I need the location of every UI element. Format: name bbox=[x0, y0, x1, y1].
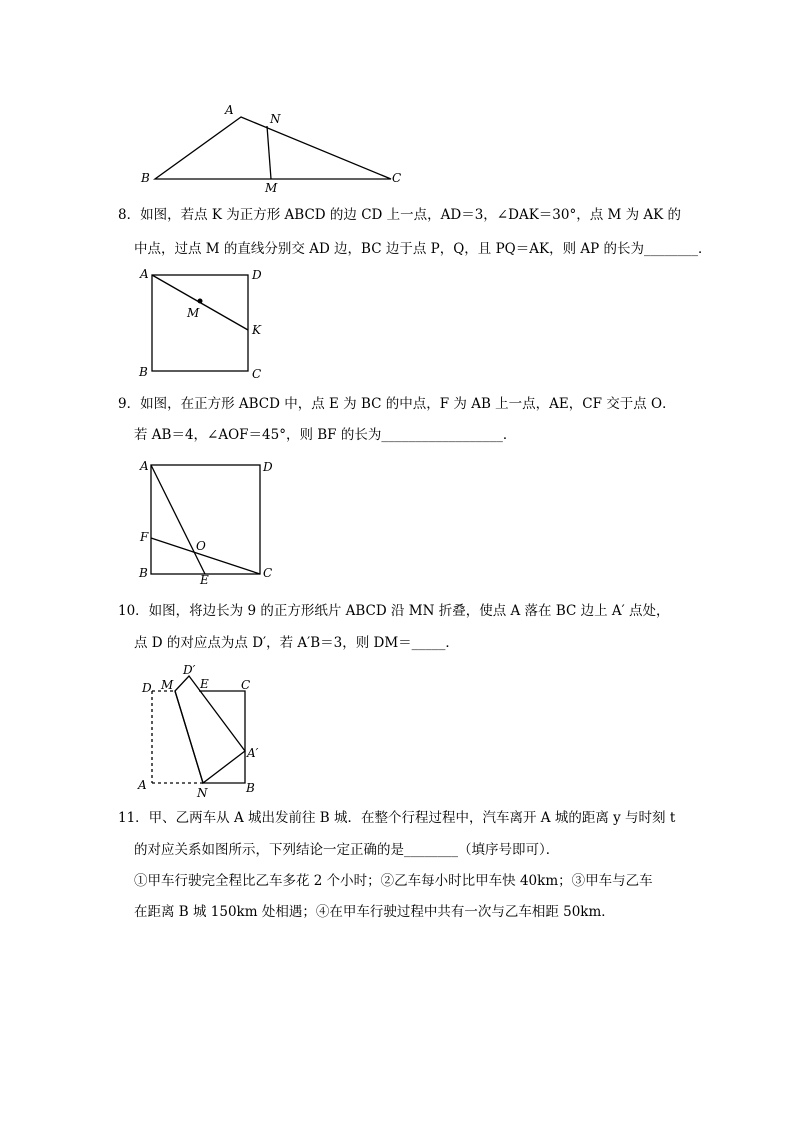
label-f: F bbox=[140, 530, 149, 544]
label-c: C bbox=[392, 171, 402, 185]
q11-text-line3: ①甲车行驶完全程比乙车多花 2 个小时；②乙车每小时比甲车快 40km；③甲车与乙车 bbox=[134, 873, 653, 889]
label-e: E bbox=[200, 677, 209, 691]
q8-text-line1: 8．如图，若点 K 为正方形 ABCD 的边 CD 上一点，AD＝3，∠DAK＝30°，点 M 为 AK 的 bbox=[118, 207, 682, 223]
figure-q10-fold bbox=[135, 660, 285, 800]
label-c: C bbox=[241, 678, 251, 692]
label-a: A bbox=[140, 267, 149, 281]
segment-ae bbox=[151, 465, 205, 574]
folded-flap bbox=[175, 676, 245, 783]
label-d: D bbox=[252, 268, 262, 282]
label-b: B bbox=[246, 781, 255, 795]
q11-text-line4: 在距离 B 城 150km 处相遇；④在甲车行驶过程中共有一次与乙车相距 50km． bbox=[134, 904, 615, 920]
square-abcd bbox=[151, 465, 260, 574]
q8-text-line2: 中点，过点 M 的直线分别交 AD 边，BC 边于点 P，Q，且 PQ＝AK，则 AP 的长为________． bbox=[134, 241, 712, 257]
label-m: M bbox=[161, 678, 174, 692]
label-d: D bbox=[142, 681, 152, 695]
label-a: A bbox=[138, 778, 147, 792]
label-n: N bbox=[270, 112, 281, 126]
label-o: O bbox=[196, 539, 206, 553]
label-a: A bbox=[225, 103, 234, 117]
crease-mn bbox=[175, 691, 203, 783]
segment-mn bbox=[267, 126, 271, 179]
figure-q8-square bbox=[135, 265, 275, 385]
triangle-abc bbox=[155, 117, 391, 179]
label-a-prime: A′ bbox=[247, 746, 259, 760]
label-n: N bbox=[197, 786, 208, 800]
label-m: M bbox=[265, 181, 278, 195]
q11-text-line2: 的对应关系如图所示，下列结论一定正确的是________（填序号即可）． bbox=[134, 842, 560, 858]
label-d-prime: D′ bbox=[183, 663, 196, 677]
q9-text-line2: 若 AB＝4，∠AOF＝45°，则 BF 的长为__________________． bbox=[134, 427, 517, 443]
label-c: C bbox=[263, 566, 273, 580]
point-m bbox=[198, 299, 203, 304]
square-abcd bbox=[152, 275, 248, 371]
label-e: E bbox=[200, 573, 209, 587]
label-b: B bbox=[139, 365, 148, 379]
q10-text-line1: 10．如图，将边长为 9 的正方形纸片 ABCD 沿 MN 折叠，使点 A 落在 BC 边上 A′ 点处， bbox=[118, 603, 670, 619]
q10-text-line2: 点 D 的对应点为点 D′，若 A′B＝3，则 DM＝_____． bbox=[134, 635, 459, 651]
q11-text-line1: 11．甲、乙两车从 A 城出发前往 B 城．在整个行程过程中，汽车离开 A 城的距离 y 与时刻 t bbox=[118, 810, 676, 826]
label-c: C bbox=[252, 367, 262, 381]
figure-q9-square bbox=[135, 455, 285, 585]
label-b: B bbox=[139, 566, 148, 580]
label-k: K bbox=[252, 323, 261, 337]
label-d: D bbox=[263, 460, 273, 474]
label-a: A bbox=[140, 459, 149, 473]
q9-text-line1: 9．如图，在正方形 ABCD 中，点 E 为 BC 的中点，F 为 AB 上一点，AE，CF 交于点 O． bbox=[118, 396, 676, 412]
label-b: B bbox=[141, 171, 150, 185]
figure-triangle-abc bbox=[135, 100, 415, 200]
label-m: M bbox=[187, 306, 200, 320]
